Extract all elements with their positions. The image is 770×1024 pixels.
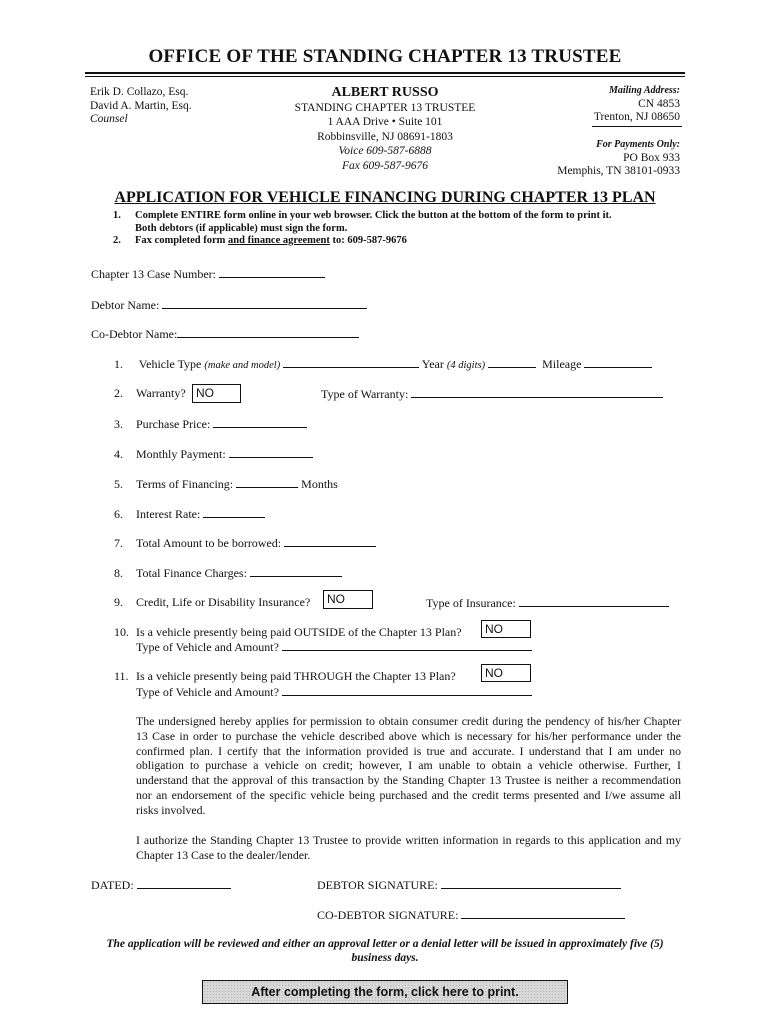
codebtor-name-label: Co-Debtor Name:	[91, 327, 178, 341]
debtor-signature-row	[317, 877, 621, 893]
mileage-field[interactable]	[584, 356, 652, 368]
question-2-number: 2.	[114, 386, 123, 400]
year-hint: (4 digits)	[446, 360, 486, 371]
payments-address-block	[520, 138, 680, 179]
insurance-select[interactable]: NO	[323, 590, 373, 609]
question-11-number: 11.	[114, 669, 129, 683]
warranty-type-label: Type of Warranty:	[321, 387, 409, 401]
insurance-type-row	[426, 595, 669, 611]
through-plan-vehicle-label: Type of Vehicle and Amount?	[136, 685, 279, 699]
terms-field[interactable]	[236, 476, 298, 488]
question-7-row	[114, 535, 376, 551]
warranty-type-field[interactable]	[411, 386, 663, 398]
through-plan-label: Is a vehicle presently being paid THROUGH the Chapter 13 Plan?	[136, 669, 456, 683]
trustee-address-1: 1 AAA Drive • Suite 101	[327, 116, 443, 129]
terms-label: Terms of Financing:	[136, 477, 234, 491]
payments-label: For Payments Only:	[596, 139, 680, 150]
case-number-field[interactable]	[219, 266, 325, 278]
amount-borrowed-field[interactable]	[284, 535, 376, 547]
print-button[interactable]: After completing the form, click here to print.	[202, 980, 568, 1004]
codebtor-signature-label: CO-DEBTOR SIGNATURE:	[317, 908, 459, 922]
through-plan-select[interactable]: NO	[481, 664, 531, 682]
purchase-price-field[interactable]	[213, 416, 307, 428]
outside-plan-label: Is a vehicle presently being paid OUTSIDE of the Chapter 13 Plan?	[136, 625, 462, 639]
warranty-select[interactable]: NO	[192, 384, 241, 403]
question-8-number: 8.	[114, 566, 123, 580]
question-9-number: 9.	[114, 595, 123, 609]
terms-unit: Months	[301, 477, 338, 491]
header-rule-thick	[85, 72, 685, 74]
counsel-label: Counsel	[90, 113, 128, 125]
office-title: OFFICE OF THE STANDING CHAPTER 13 TRUSTEE	[148, 46, 622, 67]
vehicle-type-hint: (make and model)	[204, 360, 281, 371]
trustee-address-2: Robbinsville, NJ 08691-1803	[317, 130, 453, 143]
instruction-number-1: 1.	[113, 210, 121, 221]
codebtor-signature-row	[317, 907, 625, 923]
purchase-price-label: Purchase Price:	[136, 417, 211, 431]
question-4-number: 4.	[114, 447, 123, 461]
year-field[interactable]	[488, 356, 536, 368]
question-7-number: 7.	[114, 536, 123, 550]
applicant-statement: The undersigned hereby applies for permission to obtain consumer credit during the pendency of his/her Chapter 13 Case in order to purchase the vehicle described above which is necessary for his/her performance under the confirmed plan. I certify that the information provided is true and accurate. I understand that I am under no obligation to purchase a vehicle on credit; however, I am unable to obtain a vehicle otherwise. Further, I understand that the approval of this transaction by the Standing Chapter 13 Trustee is neither a recommendation nor an endorsement of the specific vehicle being purchased and the credit terms presented and I/we assume all risks involved.	[136, 714, 681, 817]
instructions	[113, 210, 612, 248]
payments-line-2: Memphis, TN 38101-0933	[557, 165, 680, 177]
interest-rate-field[interactable]	[203, 506, 265, 518]
dated-label: DATED:	[91, 878, 134, 892]
review-notice: The application will be reviewed and either an approval letter or a denial letter will be issued in approximately five (5) business days.	[106, 938, 664, 964]
question-9-row	[114, 595, 310, 610]
question-8-row	[114, 565, 342, 581]
codebtor-name-row	[91, 326, 359, 342]
monthly-payment-label: Monthly Payment:	[136, 447, 226, 461]
outside-plan-vehicle-row	[136, 639, 532, 655]
mailing-label: Mailing Address:	[608, 85, 680, 96]
header-rule-thin	[85, 76, 685, 77]
question-10-row	[114, 625, 462, 640]
case-number-row	[91, 266, 325, 282]
question-5-number: 5.	[114, 477, 123, 491]
trustee-name: ALBERT RUSSO	[331, 85, 439, 100]
warranty-label: Warranty?	[136, 386, 186, 400]
application-title	[0, 189, 770, 207]
insurance-label: Credit, Life or Disability Insurance?	[136, 595, 311, 609]
mailing-address-block	[520, 84, 680, 125]
outside-plan-vehicle-label: Type of Vehicle and Amount?	[136, 640, 279, 654]
payments-line-1: PO Box 933	[623, 151, 680, 164]
debtor-name-field[interactable]	[162, 297, 367, 309]
insurance-type-label: Type of Insurance:	[426, 596, 516, 610]
debtor-signature-line	[441, 877, 621, 889]
year-label: Year	[421, 357, 444, 371]
mailing-separator	[592, 126, 682, 127]
interest-rate-label: Interest Rate:	[136, 507, 201, 521]
monthly-payment-field[interactable]	[229, 446, 313, 458]
instruction-1b: Both debtors (if applicable) must sign the form.	[135, 222, 348, 234]
question-5-row	[114, 476, 338, 492]
counsel-block	[90, 86, 192, 127]
trustee-voice: Voice 609-587-6888	[338, 145, 432, 158]
question-1-row	[114, 356, 652, 372]
question-10-number: 10.	[114, 625, 129, 639]
codebtor-name-field[interactable]	[177, 326, 359, 338]
instruction-2-pre: Fax completed form	[135, 235, 229, 246]
insurance-type-field[interactable]	[519, 595, 669, 607]
question-4-row	[114, 446, 313, 462]
trustee-block	[255, 84, 515, 173]
vehicle-type-field[interactable]	[283, 356, 419, 368]
vehicle-type-label: Vehicle Type	[138, 357, 202, 371]
finance-charges-field[interactable]	[250, 565, 342, 577]
question-3-number: 3.	[114, 417, 123, 431]
dated-field[interactable]	[137, 877, 231, 889]
instruction-2-post: to: 609-587-9676	[329, 235, 407, 246]
instruction-number-2: 2.	[113, 235, 121, 246]
debtor-name-label: Debtor Name:	[91, 298, 160, 312]
trustee-fax: Fax 609-587-9676	[342, 159, 428, 172]
amount-borrowed-label: Total Amount to be borrowed:	[136, 536, 282, 550]
question-6-row	[114, 506, 265, 522]
counsel-name-2: David A. Martin, Esq.	[90, 99, 192, 112]
question-11-row	[114, 669, 456, 684]
question-6-number: 6.	[114, 507, 123, 521]
authorization-statement: I authorize the Standing Chapter 13 Trustee to provide written information in regards to this application and my Chapter 13 Case to the dealer/lender.	[136, 833, 681, 862]
trustee-title: STANDING CHAPTER 13 TRUSTEE	[294, 102, 476, 114]
question-3-row	[114, 416, 307, 432]
dated-row	[91, 877, 231, 893]
instruction-2-underlined: and finance agreement	[228, 235, 330, 246]
mailing-line-2: Trenton, NJ 08650	[593, 111, 680, 123]
through-plan-vehicle-field[interactable]	[282, 684, 532, 696]
debtor-name-row	[91, 297, 367, 313]
warranty-type-row	[321, 386, 663, 402]
outside-plan-select[interactable]: NO	[481, 620, 531, 638]
mailing-line-1: CN 4853	[638, 97, 680, 110]
codebtor-signature-line	[461, 907, 625, 919]
through-plan-vehicle-row	[136, 684, 532, 700]
application-title-text: APPLICATION FOR VEHICLE FINANCING DURING CHAPTER 13 PLAN	[114, 189, 656, 206]
question-1-number: 1.	[114, 357, 123, 371]
counsel-name-1: Erik D. Collazo, Esq.	[90, 86, 189, 98]
finance-charges-label: Total Finance Charges:	[136, 566, 247, 580]
mileage-label: Mileage	[542, 357, 582, 371]
case-number-label: Chapter 13 Case Number:	[91, 267, 216, 281]
outside-plan-vehicle-field[interactable]	[282, 639, 532, 651]
instruction-1: Complete ENTIRE form online in your web browser. Click the button at the bottom of the form to print it.	[135, 210, 612, 221]
debtor-signature-label: DEBTOR SIGNATURE:	[317, 878, 438, 892]
question-2-row	[114, 386, 186, 401]
